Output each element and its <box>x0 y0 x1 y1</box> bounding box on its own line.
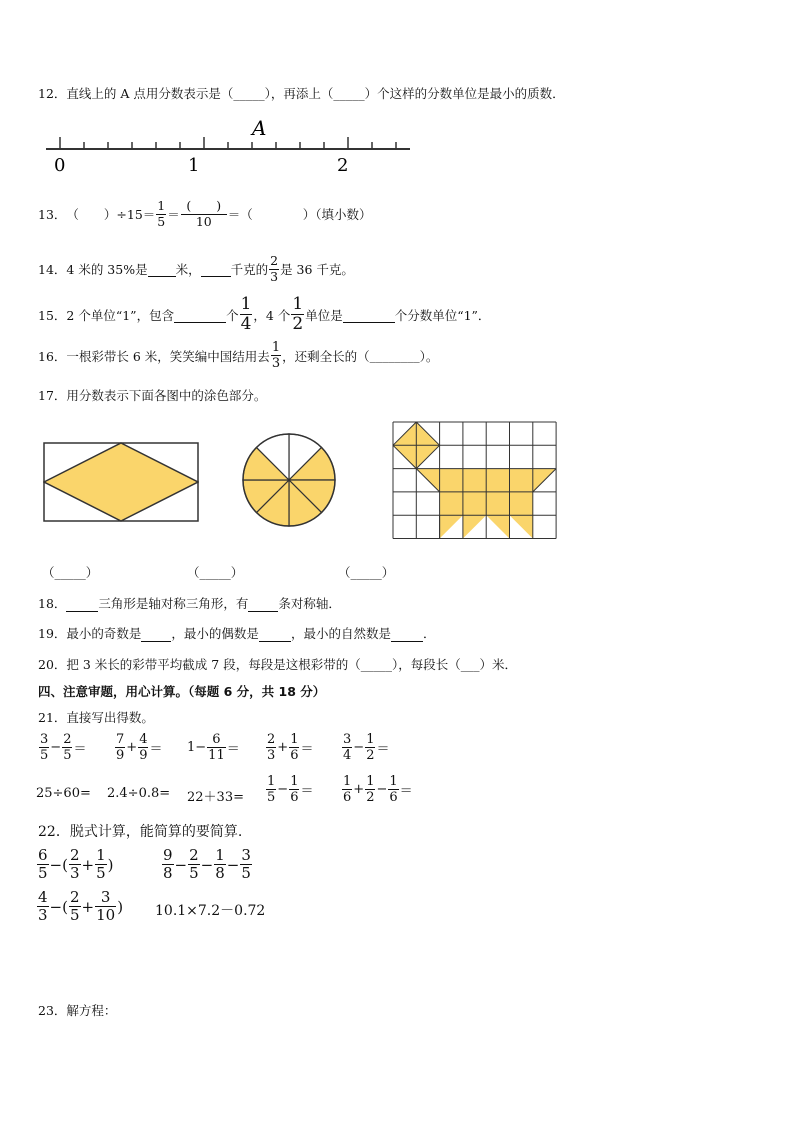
question-14: 14． 4 米的 35%是 米， 千克的 $\frac{2}{3}$ 是 36 千克。 <box>38 253 354 284</box>
figure-grid <box>392 421 558 541</box>
shaded-leg <box>486 515 509 538</box>
question-20: 20．把 3 米长的彩带平均截成 7 段，每段是这根彩带的（_____），每段长（___）米． <box>38 657 517 672</box>
question-22: 22．脱式计算，能简算的要简算. <box>38 824 243 840</box>
q21-expr-9: $\frac{1}{5}$ − $\frac{1}{6}$ ＝ <box>267 774 314 805</box>
q21-expr-2: $\frac{7}{9}$ + $\frac{4}{9}$ ＝ <box>116 732 163 763</box>
shaded-leg <box>463 515 486 538</box>
question-21: 21．直接写出得数。 <box>38 710 154 725</box>
question-17: 17．用分数表示下面各图中的涂色部分。 <box>38 388 267 403</box>
q21-expr-7: 2.4÷0.8= <box>107 786 171 801</box>
question-12: 12．直线上的 A 点用分数表示是（_____），再添上（_____）个这样的分数单位是最小的质数． <box>38 86 565 101</box>
fraction: $\frac{1}{3}$ <box>271 340 281 371</box>
q21-expr-6: 25÷60= <box>36 786 91 801</box>
fraction-blank: $\frac{( )}{10}$ <box>181 200 227 228</box>
answer-blank-3: （_____） <box>338 565 395 580</box>
q22-expr-2: $\frac{9}{8}$ − $\frac{2}{5}$ − $\frac{1}{8}$ − $\frac{3}{5}$ <box>163 846 251 882</box>
q21-expr-3: 1− $\frac{6}{11}$ ＝ <box>187 732 240 763</box>
fraction: $\frac{1}{5}$ <box>157 198 166 229</box>
figure-circle <box>241 432 337 528</box>
question-15: 15． 2 个单位“1”，包含 个 $\frac{1}{4}$ ，4 个 $\frac{1}{2}$ 单位是 个分数单位“1”． <box>38 294 491 334</box>
question-18: 18． 三角形是轴对称三角形，有 条对称轴． <box>38 596 341 611</box>
figure-rhombus <box>43 442 199 522</box>
question-13: 13． （ ）÷15＝ $\frac{1}{5}$ ＝ $\frac{( )}{10}$ ＝（ ）（填小数） <box>38 198 372 229</box>
question-16: 16． 一根彩带长 6 米，笑笑编中国结用去 $\frac{1}{3}$ ，还剩全长的（ ________ ）。 <box>38 340 439 371</box>
q22-expr-1: $\frac{6}{5}$ −( $\frac{2}{3}$ + $\frac{1}{5}$ ) <box>38 846 114 882</box>
answer-blank-1: （_____） <box>42 565 99 580</box>
answer-blank-2: （_____） <box>187 565 244 580</box>
shaded-leg <box>510 515 533 538</box>
question-19: 19．最小的奇数是 ，最小的偶数是 ，最小的自然数是 ． <box>38 626 436 641</box>
tick-label-2: 2 <box>337 155 349 176</box>
fraction: $\frac{1}{2}$ <box>292 294 304 334</box>
q21-expr-4: $\frac{2}{3}$ + $\frac{1}{6}$ ＝ <box>267 732 314 763</box>
section-heading: 四、注意审题，用心计算。（每题 6 分，共 18 分） <box>38 684 326 699</box>
point-a-label: A <box>252 116 267 140</box>
q21-expr-5: $\frac{3}{4}$ − $\frac{1}{2}$ ＝ <box>343 732 390 763</box>
number-line <box>40 115 415 177</box>
shaded-leg <box>440 515 463 538</box>
question-23: 23．解方程： <box>38 1003 117 1018</box>
tick-label-1: 1 <box>188 155 200 176</box>
fraction: $\frac{1}{4}$ <box>240 294 252 334</box>
q21-expr-10: $\frac{1}{6}$ + $\frac{1}{2}$ − $\frac{1}{6}$ ＝ <box>343 774 413 805</box>
q21-expr-1: $\frac{3}{5}$ − $\frac{2}{5}$ ＝ <box>40 732 87 763</box>
q21-expr-8: 22＋33= <box>187 790 244 805</box>
tick-label-0: 0 <box>54 155 66 176</box>
fraction: $\frac{2}{3}$ <box>270 253 279 284</box>
q22-expr-3: $\frac{4}{3}$ −( $\frac{2}{5}$ + $\frac{3}{10}$ ) <box>38 888 124 924</box>
q22-expr-4: 10.1×7.2－0.72 <box>155 903 266 919</box>
